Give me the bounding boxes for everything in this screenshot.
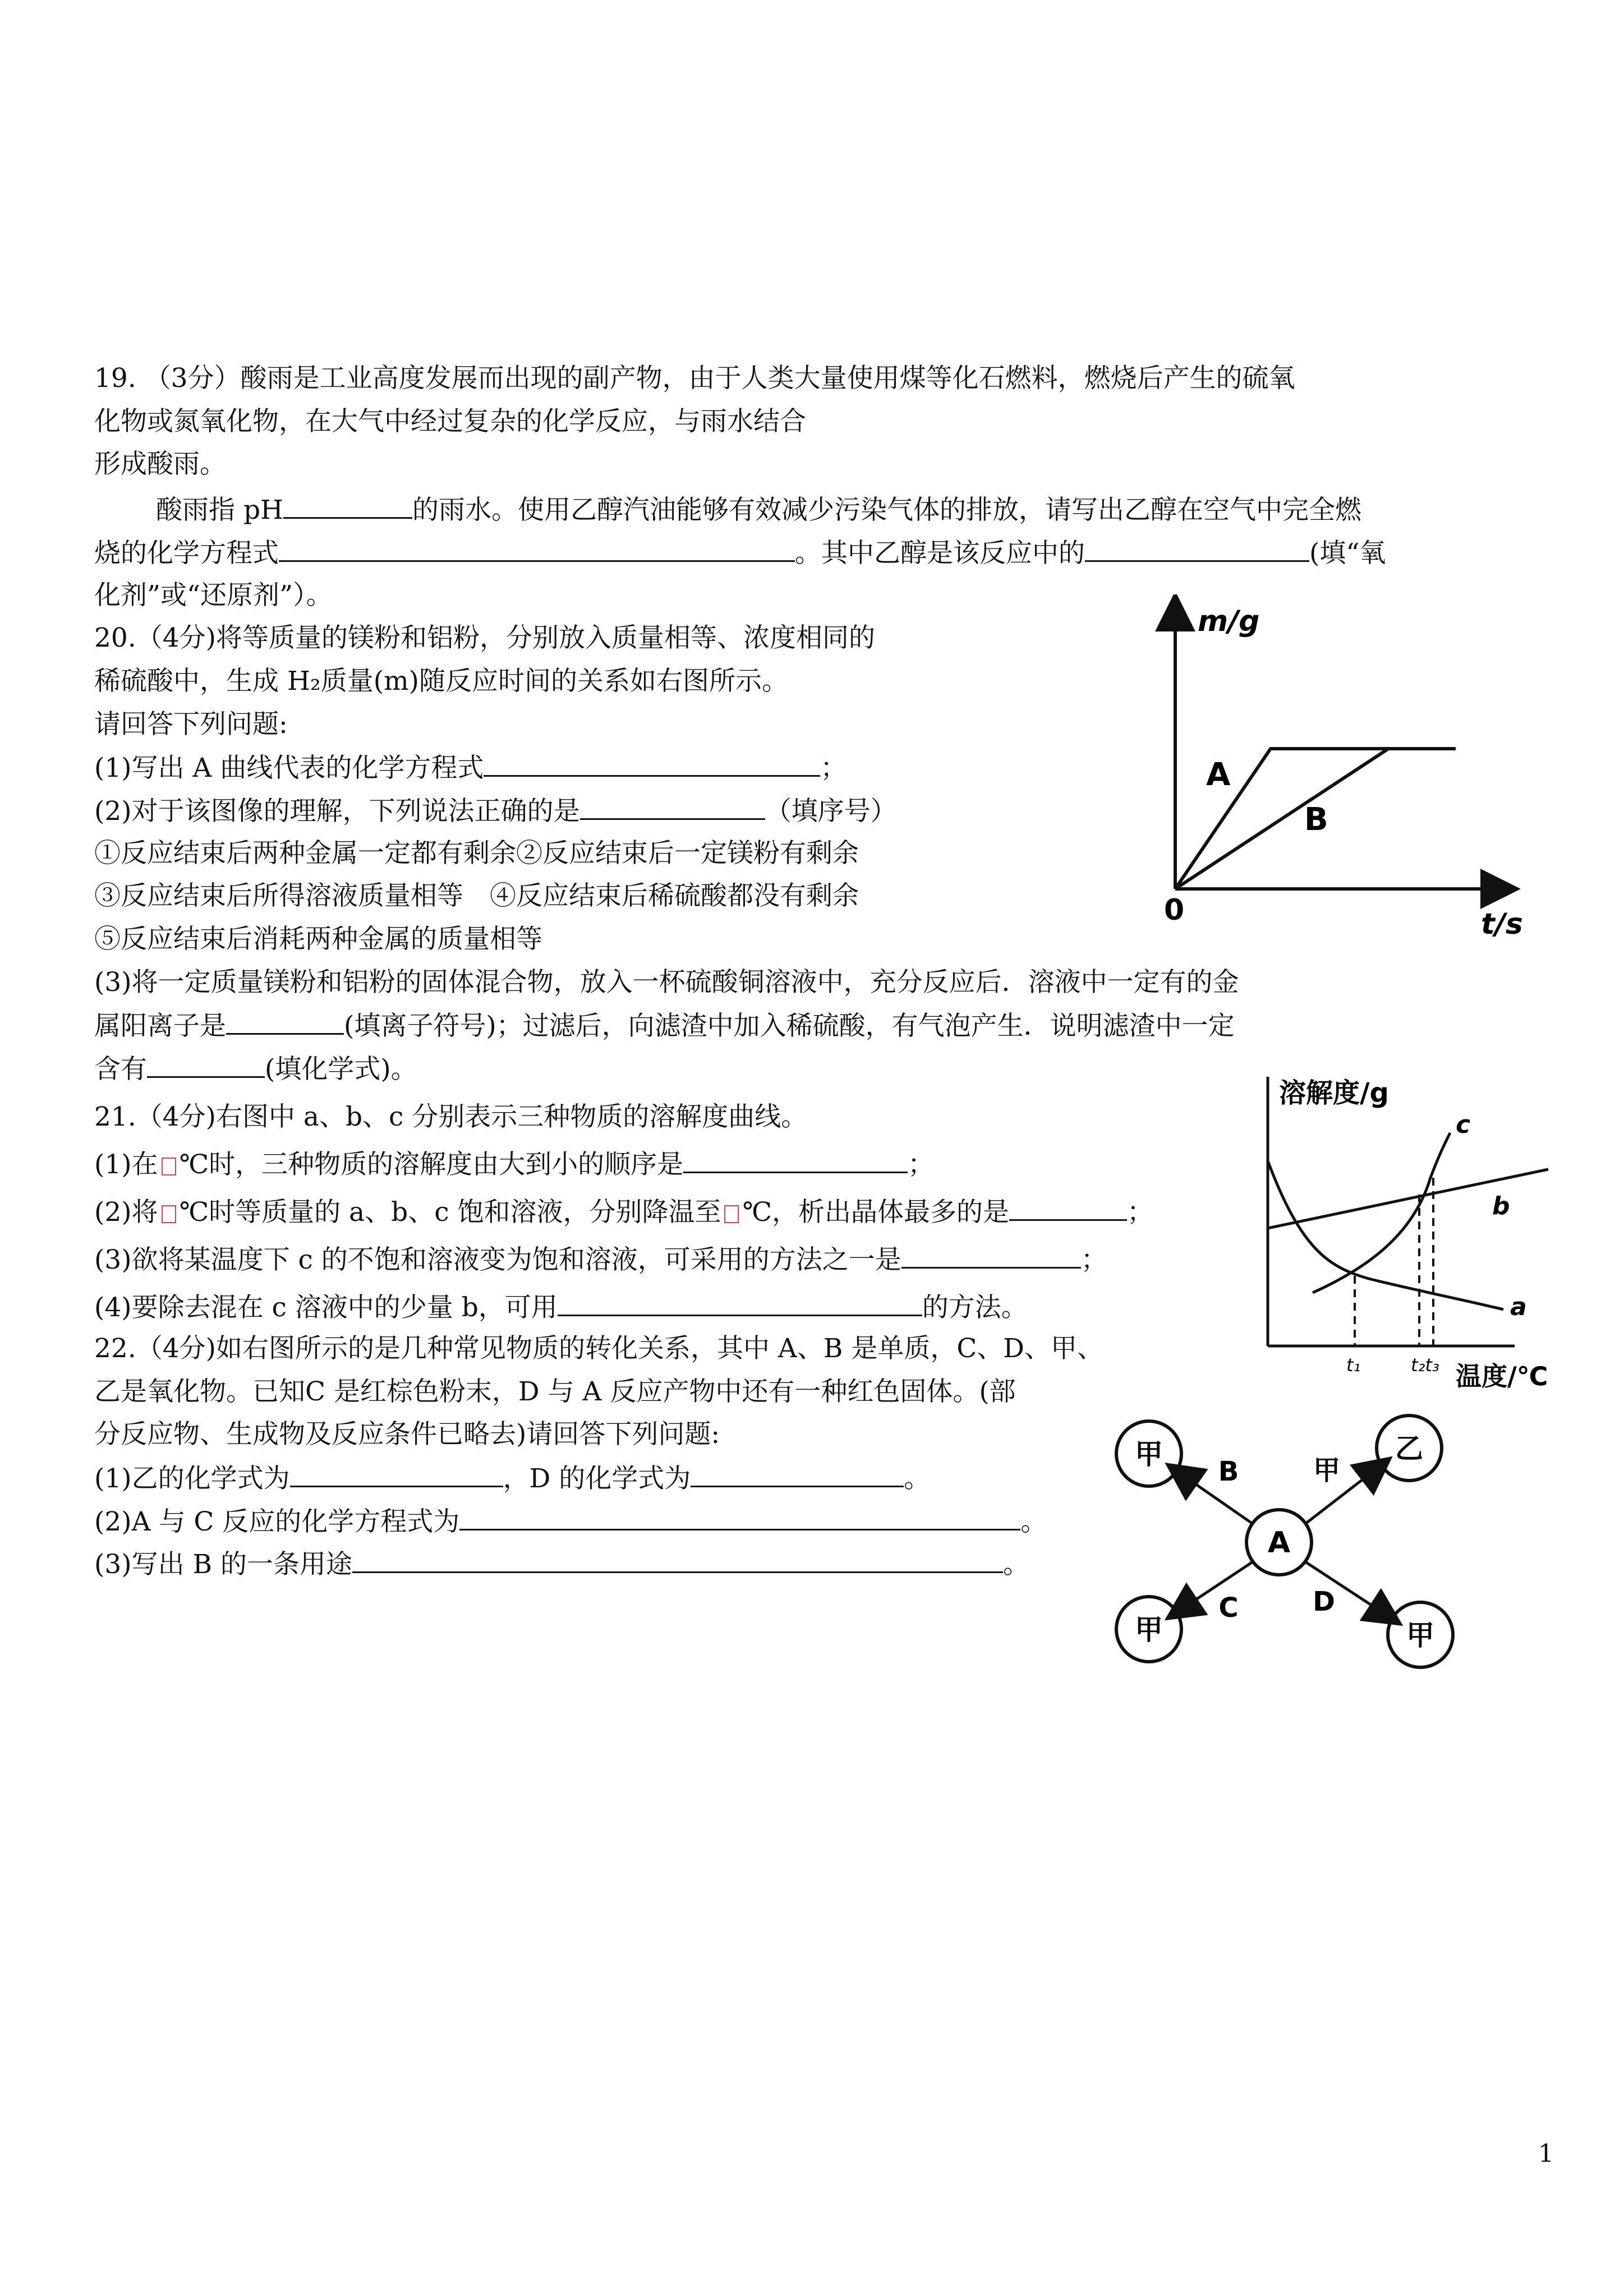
missing-image-icon xyxy=(724,1205,739,1223)
q20-line-2: 稀硫酸中，生成 H₂质量(m)随反应时间的关系如右图所示。 xyxy=(94,666,789,697)
q21-line-4-text-a: (3)欲将某温度下 c 的不饱和溶液变为饱和溶液，可采用的方法之一是 xyxy=(94,1244,901,1275)
q20-line-9: (3)将一定质量镁粉和铝粉的固体混合物，放入一杯硫酸铜溶液中，充分反应后．溶液中一定有的金 xyxy=(94,967,1239,998)
purification-method-blank[interactable] xyxy=(558,1290,922,1316)
q19-line-4 xyxy=(156,492,1361,527)
q20-option-3-4: ③反应结束后所得溶液质量相等 ④反应结束后稀硫酸都没有剩余 xyxy=(94,880,859,911)
q21-y-label: 溶解度/g xyxy=(1279,1077,1389,1109)
q19-line-3: 形成酸雨。 xyxy=(94,449,226,480)
q22-line-5-text-a: (2)A 与 C 反应的化学方程式为 xyxy=(94,1506,460,1537)
q21-line-3-text-b: ℃时等质量的 a、b、c 饱和溶液，分别降温至 xyxy=(179,1197,721,1228)
q22-line-4 xyxy=(94,1461,930,1496)
q20-line-5-text-b: （填序号） xyxy=(765,796,897,827)
q20-line-11-text-b: (填化学式)。 xyxy=(265,1054,417,1085)
edge-jia-label: 甲 xyxy=(1313,1455,1341,1486)
q22-line-1: 22.（4分)如右图所示的是几种常见物质的转化关系，其中 A、B 是单质，C、D、甲、 xyxy=(94,1333,1103,1364)
q21-line-4-text-b: ； xyxy=(1080,1244,1107,1275)
missing-image-icon xyxy=(162,1205,176,1223)
arrow-c xyxy=(1181,1562,1253,1610)
q21-figure xyxy=(1245,1066,1582,1391)
q20-x-label: t/s xyxy=(1481,907,1523,941)
node-bottom-right-label: 甲 xyxy=(1406,1619,1434,1652)
q20-line-5-text-a: (2)对于该图像的理解，下列说法正确的是 xyxy=(94,796,580,827)
q20-line-4-text-b: ； xyxy=(820,753,847,783)
ethanol-equation-blank[interactable] xyxy=(279,536,795,562)
q22-figure xyxy=(1099,1402,1515,1671)
q22-line-5-text-b: 。 xyxy=(1020,1506,1047,1537)
node-top-right-label: 乙 xyxy=(1395,1432,1423,1465)
q22-line-3: 分反应物、生成物及反应条件已略去)请回答下列问题: xyxy=(94,1419,720,1450)
a-c-equation-blank[interactable] xyxy=(459,1504,1020,1530)
edge-d-label: D xyxy=(1313,1586,1335,1617)
curve-a-line xyxy=(1268,1161,1503,1310)
yi-formula-blank[interactable] xyxy=(290,1461,503,1487)
q19-line-5-text-c: (填“氧 xyxy=(1309,538,1386,569)
q22-line-2: 乙是氧化物。已知C 是红棕色粉末，D 与 A 反应产物中还有一种红色固体。(部 xyxy=(94,1376,1016,1407)
q22-line-4-text-c: 。 xyxy=(904,1463,931,1494)
node-a-label: A xyxy=(1267,1526,1291,1560)
q22-line-5 xyxy=(94,1504,1047,1539)
q22-line-4-text-b: ，D 的化学式为 xyxy=(503,1463,691,1494)
q19-line-4-text-a: 酸雨指 pH xyxy=(156,495,284,525)
q21-line-3 xyxy=(94,1195,1153,1229)
q20-option-5: ⑤反应结束后消耗两种金属的质量相等 xyxy=(94,924,542,955)
q19-line-6: 化剂”或“还原剂”）。 xyxy=(94,580,333,611)
q21-line-3-text-d: ； xyxy=(1127,1197,1154,1228)
q21-line-5-text-a: (4)要除去混在 c 溶液中的少量 b，可用 xyxy=(94,1292,558,1323)
q20-line-10-text-b: (填离子符号)；过滤后，向滤渣中加入稀硫酸，有气泡产生．说明滤渣中一定 xyxy=(344,1011,1235,1041)
q22-line-6 xyxy=(94,1547,1029,1582)
page-number: 1 xyxy=(1538,2140,1554,2168)
curve-b-tag: b xyxy=(1492,1192,1510,1220)
q20-figure xyxy=(1142,594,1534,953)
q20-line-10-text-a: 属阳离子是 xyxy=(94,1011,226,1041)
q20-origin-label: 0 xyxy=(1164,893,1185,927)
q20-option-1-2: ①反应结束后两种金属一定都有剩余②反应结束后一定镁粉有剩余 xyxy=(94,838,859,869)
node-top-left-label: 甲 xyxy=(1135,1438,1163,1470)
q19-line-5-text-a: 烧的化学方程式 xyxy=(94,538,279,569)
q22-line-6-text-b: 。 xyxy=(1003,1549,1029,1580)
cation-blank[interactable] xyxy=(226,1008,344,1035)
solubility-order-blank[interactable] xyxy=(683,1147,908,1173)
missing-image-icon xyxy=(162,1158,176,1175)
q21-line-5-text-b: 的方法。 xyxy=(922,1292,1028,1323)
b-usage-blank[interactable] xyxy=(352,1547,1003,1573)
correct-statements-blank[interactable] xyxy=(580,794,765,820)
q19-line-1: 19. （3分）酸雨是工业高度发展而出现的副产物，由于人类大量使用煤等化石燃料，燃烧后产生的硫氧 xyxy=(94,363,1295,394)
ethanol-role-blank[interactable] xyxy=(1085,536,1309,562)
curve-a-tag: a xyxy=(1510,1293,1527,1321)
q21-x-label: 温度/℃ xyxy=(1456,1361,1548,1391)
q19-line-2: 化物或氮氧化物，在大气中经过复杂的化学反应，与雨水结合 xyxy=(94,406,806,437)
edge-c-label: C xyxy=(1218,1592,1239,1624)
q21-line-2-text-a: (1)在 xyxy=(94,1149,158,1180)
q21-line-2-text-b: ℃时，三种物质的溶解度由大到小的顺序是 xyxy=(179,1149,684,1180)
q20-line-1: 20.（4分)将等质量的镁粉和铝粉，分别放入质量相等、浓度相同的 xyxy=(94,623,875,653)
residue-formula-blank[interactable] xyxy=(147,1052,265,1078)
q21-line-2-text-c: ； xyxy=(908,1149,935,1180)
q19-line-4-text-b: 的雨水。使用乙醇汽油能够有效减少污染气体的排放，请写出乙醇在空气中完全燃 xyxy=(412,495,1362,525)
q20-line-11 xyxy=(94,1052,417,1086)
q20-line-4-text-a: (1)写出 A 曲线代表的化学方程式 xyxy=(94,753,484,783)
q19-line-5 xyxy=(94,536,1386,570)
q21-line-5 xyxy=(94,1290,1028,1325)
q21-line-3-text-a: (2)将 xyxy=(94,1197,158,1228)
q19-line-5-text-b: 。其中乙醇是该反应中的 xyxy=(795,538,1085,569)
q21-line-1: 21.（4分)右图中 a、b、c 分别表示三种物质的溶解度曲线。 xyxy=(94,1101,808,1132)
saturation-method-blank[interactable] xyxy=(901,1242,1081,1269)
curve-a-equation-blank[interactable] xyxy=(484,750,820,777)
curve-c-line xyxy=(1313,1133,1450,1293)
curve-c-tag: c xyxy=(1456,1110,1471,1139)
q20-line-3: 请回答下列问题: xyxy=(94,709,288,740)
q20-line-11-text-a: 含有 xyxy=(94,1054,147,1085)
tick-t1: t₁ xyxy=(1346,1354,1361,1376)
q20-y-label: m/g xyxy=(1198,605,1260,638)
curve-b-label: B xyxy=(1304,801,1328,838)
q21-line-3-text-c: ℃，析出晶体最多的是 xyxy=(742,1197,1010,1228)
q20-line-5 xyxy=(94,794,897,828)
q20-line-10 xyxy=(94,1008,1235,1043)
q20-line-4 xyxy=(94,750,846,785)
edge-b-label: B xyxy=(1218,1456,1239,1487)
d-formula-blank[interactable] xyxy=(691,1461,904,1487)
node-bottom-left-label: 甲 xyxy=(1135,1613,1163,1646)
q22-line-4-text-a: (1)乙的化学式为 xyxy=(94,1463,290,1494)
curve-a-label: A xyxy=(1206,757,1231,793)
tick-t2-t3: t₂t₃ xyxy=(1411,1354,1439,1376)
q21-line-2 xyxy=(94,1147,934,1182)
most-crystal-blank[interactable] xyxy=(1009,1195,1127,1221)
q21-line-4 xyxy=(94,1242,1107,1277)
arrow-b xyxy=(1181,1474,1253,1524)
ph-answer-blank[interactable] xyxy=(283,492,412,519)
q22-line-6-text-a: (3)写出 B 的一条用途 xyxy=(94,1549,352,1580)
